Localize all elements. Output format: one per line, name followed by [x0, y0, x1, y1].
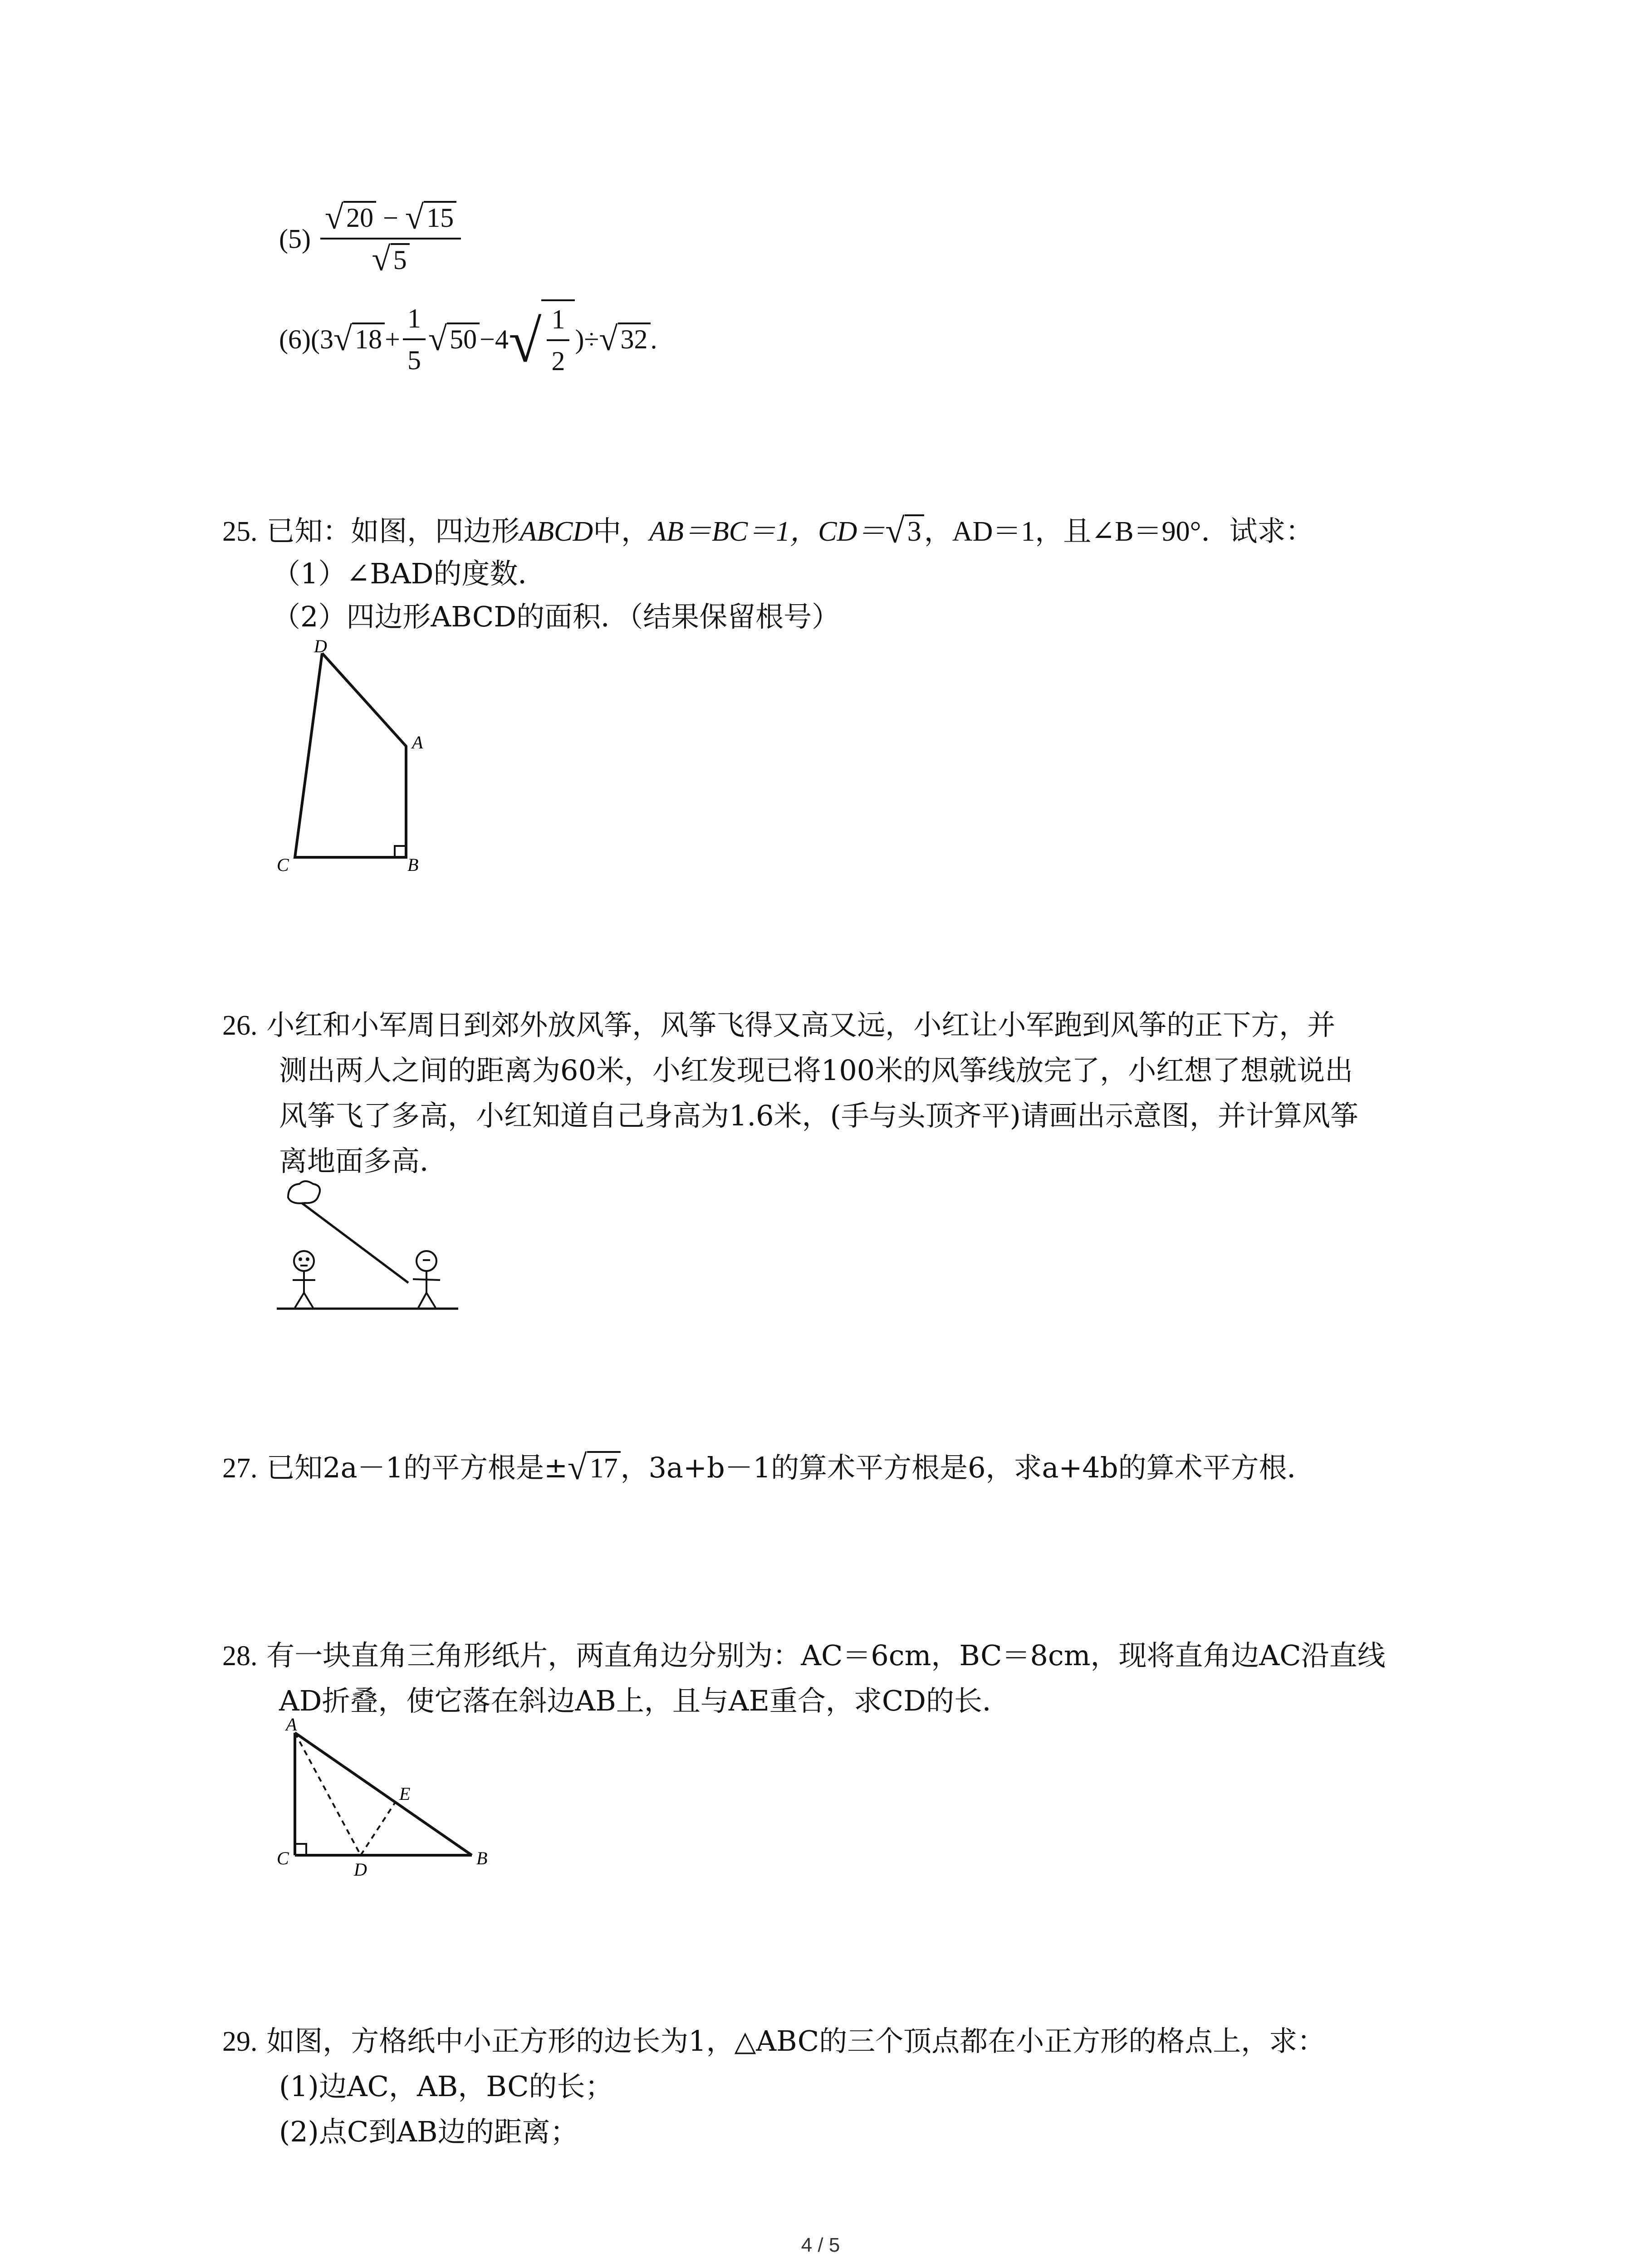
item-6-close: )÷: [575, 324, 599, 354]
q27-text-b: ，3a+b－1的算术平方根是6，求a+4b的算术平方根．: [620, 1451, 1315, 1485]
q25-cond2: ，AD＝1，且∠B＝90°．试求：: [924, 516, 1314, 547]
quadrilateral-diagram: [268, 635, 440, 880]
q28-figure: [272, 1714, 517, 1882]
q28-label-C: C: [277, 1848, 289, 1868]
q26-line3: 风筝飞了多高，小红知道自己身高为1.6米，(手与头顶齐平)请画出示意图，并计算风筝: [279, 1099, 1358, 1132]
q29-text-1: 如图，方格纸中小正方形的边长为1，△ABC的三个顶点都在小正方形的格点上，求：: [266, 2024, 1326, 2058]
q25-sub1: （1）∠BAD的度数．: [272, 557, 546, 590]
q25-label-A: A: [412, 732, 423, 753]
q26-figure: [277, 1179, 467, 1315]
item-5: [279, 200, 464, 278]
item-6-minus4: −4: [480, 324, 509, 354]
q26-line1: [222, 1007, 1335, 1044]
item-5-den: 5: [391, 243, 410, 275]
q29-sub2: (2)点C到AB边的距离；: [279, 2115, 578, 2148]
q29-line1: [222, 2023, 1325, 2060]
item-6-label: (6)(3: [279, 324, 333, 354]
q28-line1: [222, 1637, 1386, 1674]
item-6-frac-num: 1: [403, 300, 426, 340]
item-5-num-b: 15: [424, 201, 456, 233]
q28-text-1: 有一块直角三角形纸片，两直角边分别为：AC＝6cm，BC＝8cm，现将直角边AC沿直线: [266, 1639, 1386, 1672]
q26-number: 26.: [222, 1010, 258, 1041]
q26-text-1: 小红和小军周日到郊外放风筝，风筝飞得又高又远，小红让小军跑到风筝的正下方，并: [266, 1008, 1336, 1041]
q25-text-b: 中，: [593, 514, 650, 548]
q28-label-A: A: [286, 1714, 297, 1735]
item-6: (6)(3√ 18 + $\frac{1}{5}$ √ 50 −4√ $\frac{1}{2}$ )÷√ 32 .: [279, 299, 657, 379]
q25-label-B: B: [407, 855, 419, 875]
q25-cd-radicand: 3: [905, 514, 924, 547]
triangle-fold-diagram: [272, 1714, 517, 1882]
item-6-r3: 32: [618, 323, 651, 354]
q29-number: 29.: [222, 2026, 258, 2057]
item-6-r1: 18: [352, 323, 385, 354]
kite-diagram: [277, 1179, 467, 1315]
q25-text-a: 已知：如图，四边形: [266, 514, 520, 548]
kite-icon: [288, 1181, 320, 1203]
q28-number: 28.: [222, 1641, 258, 1672]
q25-abcd: ABCD: [519, 516, 593, 547]
q28-line2: AD折叠，使它落在斜边AB上，且与AE重合，求CD的长．: [279, 1684, 1011, 1717]
q25-sub2: （2）四边形ABCD的面积．（结果保留根号）: [272, 600, 840, 633]
item-5-label: (5): [279, 224, 311, 254]
q28-label-D: D: [354, 1859, 367, 1880]
person-icon: [413, 1251, 440, 1308]
q25-number: 25.: [222, 516, 258, 547]
q25-line1: 25. 已知：如图，四边形ABCD中，AB＝BC＝1，CD＝√3，AD＝1，且∠B＝90°．试求：: [222, 511, 1314, 550]
q27-radicand: 17: [587, 1451, 621, 1484]
q29-sub1: (1)边AC，AB，BC的长；: [279, 2070, 613, 2103]
q26-line4: 离地面多高．: [279, 1144, 448, 1178]
q27-line: 27. 已知2a－1的平方根是±√17，3a+b－1的算术平方根是6，求a+4b的算术平方根．: [222, 1448, 1315, 1487]
q27-text-a: 已知2a－1的平方根是±: [266, 1451, 568, 1485]
item-6-r2: 50: [447, 323, 480, 354]
q25-cd: CD＝: [818, 516, 886, 547]
item-5-fraction: $\frac{√ 20 - √ 15}{√ 5}$: [320, 200, 461, 278]
q28-label-B: B: [476, 1848, 488, 1868]
item-5-num-a: 20: [343, 201, 376, 233]
person-icon: [293, 1251, 315, 1308]
q27-number: 27.: [222, 1453, 258, 1484]
item-6-plus: +: [385, 324, 400, 354]
item-6-end: .: [650, 324, 657, 354]
item-6-frac: [403, 300, 426, 378]
item-6-half-den: 2: [551, 346, 565, 376]
page-number: 4 / 5: [801, 2234, 840, 2256]
q25-label-D: D: [314, 636, 327, 656]
item-6-frac-den: 5: [407, 345, 421, 375]
item-5-op: −: [383, 203, 398, 233]
q25-cond1: AB＝BC＝1，: [649, 516, 818, 547]
q25-label-C: C: [277, 855, 289, 875]
q25-figure: [268, 635, 440, 880]
q26-line2: 测出两人之间的距离为60米，小红发现已将100米的风筝线放完了，小红想了想就说出: [279, 1054, 1353, 1087]
item-6-half: [547, 301, 569, 379]
q28-label-E: E: [399, 1784, 411, 1804]
item-6-half-num: 1: [547, 301, 569, 341]
